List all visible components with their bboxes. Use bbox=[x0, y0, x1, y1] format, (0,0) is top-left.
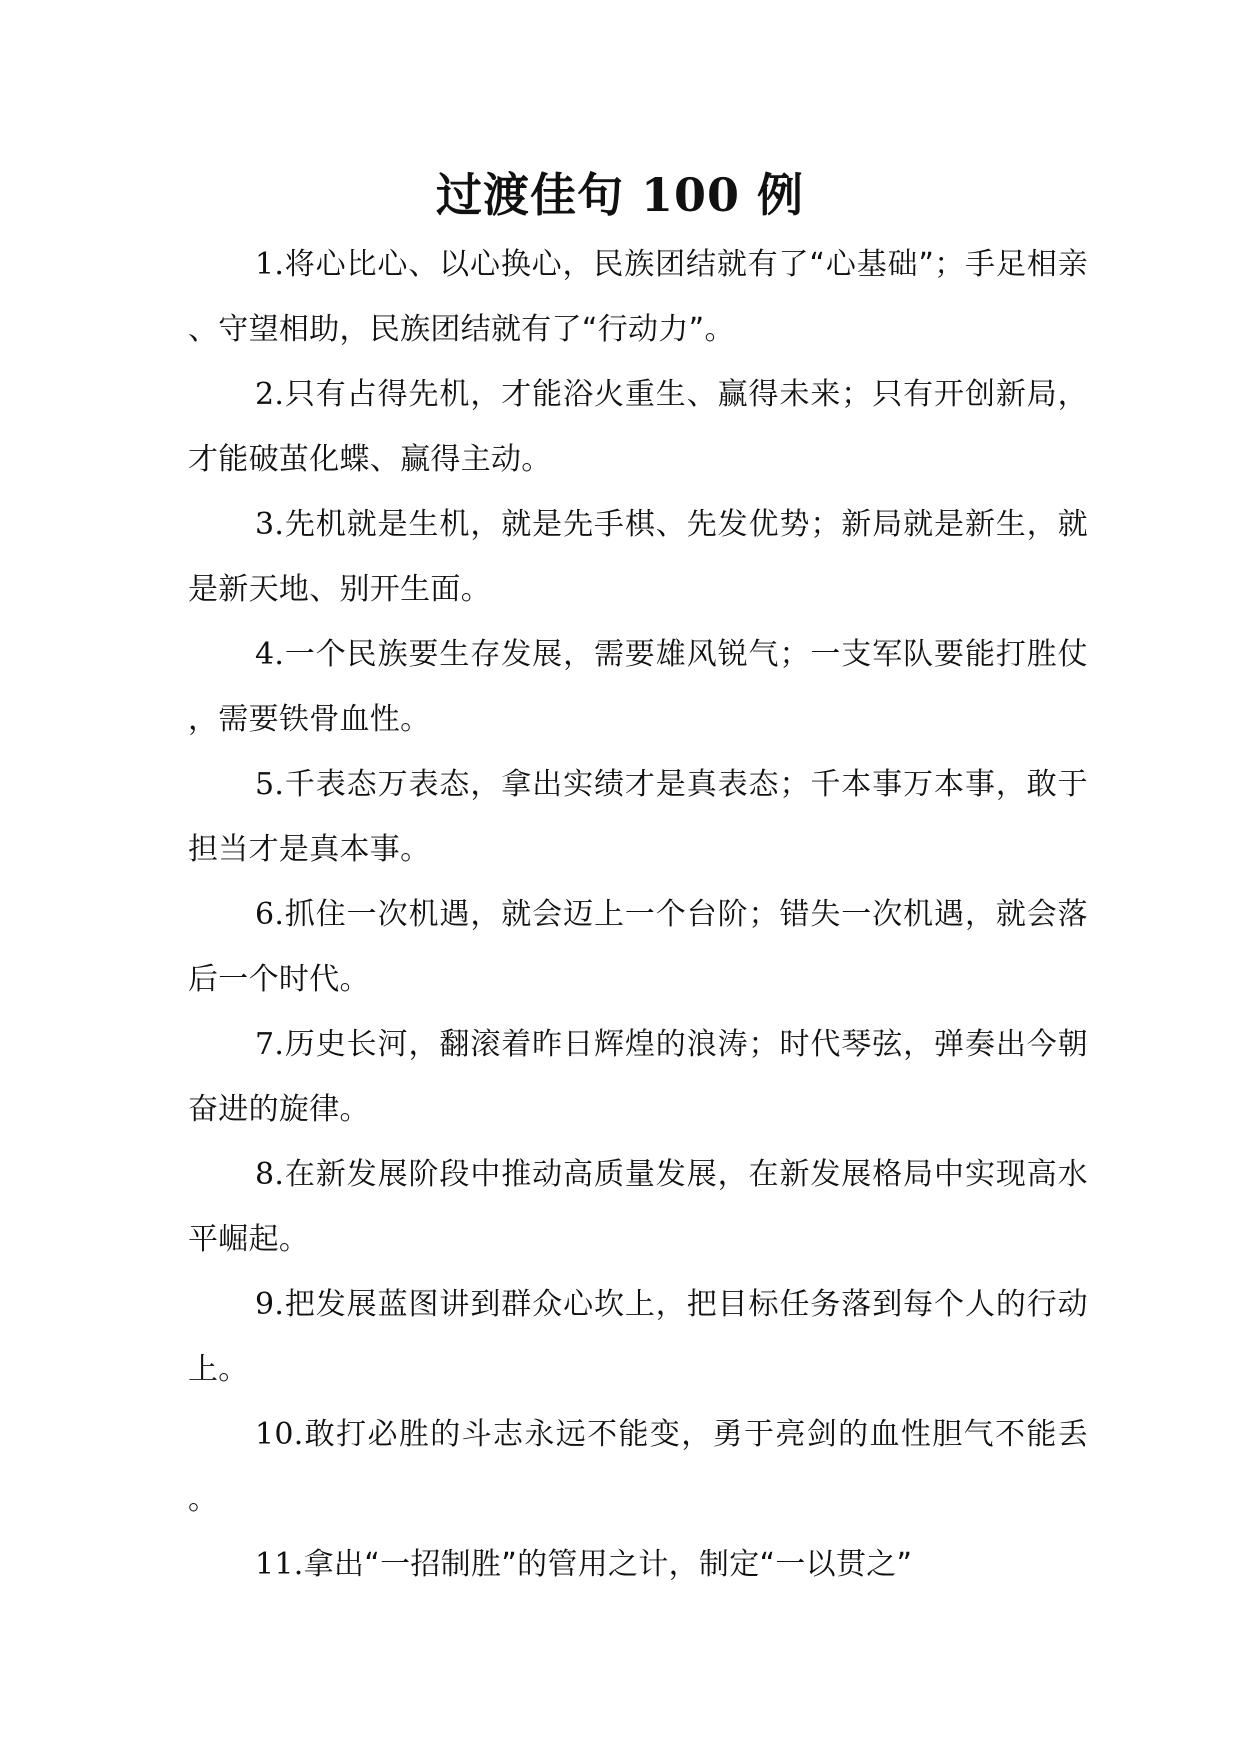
item-number: 5. bbox=[255, 767, 285, 802]
list-item bbox=[188, 1272, 1088, 1402]
item-number: 3. bbox=[255, 507, 285, 542]
document-body bbox=[188, 232, 1088, 1597]
item-number: 1. bbox=[255, 247, 285, 282]
item-number: 10. bbox=[255, 1417, 304, 1452]
list-item bbox=[188, 362, 1088, 492]
item-text: 千表态万表态，拿出实绩才是真表态；千本事万本事，敢于担当才是真本事。 bbox=[188, 767, 1088, 867]
item-number: 11. bbox=[255, 1547, 304, 1582]
list-item bbox=[188, 1532, 1088, 1597]
item-number: 8. bbox=[255, 1157, 285, 1192]
item-text: 一个民族要生存发展，需要雄风锐气；一支军队要能打胜仗，需要铁骨血性。 bbox=[188, 637, 1088, 737]
item-text: 先机就是生机，就是先手棋、先发优势；新局就是新生，就是新天地、别开生面。 bbox=[188, 507, 1088, 607]
list-item bbox=[188, 232, 1088, 362]
item-number: 9. bbox=[255, 1287, 285, 1322]
list-item bbox=[188, 1012, 1088, 1142]
item-number: 2. bbox=[255, 377, 285, 412]
page-title: 过渡佳句 100 例 bbox=[435, 168, 805, 222]
list-item bbox=[188, 492, 1088, 622]
list-item bbox=[188, 752, 1088, 882]
item-text: 拿出“一招制胜”的管用之计，制定“一以贯之” bbox=[303, 1547, 913, 1582]
item-text: 将心比心、以心换心，民族团结就有了“心基础”；手足相亲、守望相助，民族团结就有了“行动力”。 bbox=[188, 247, 1088, 347]
list-item bbox=[188, 882, 1088, 1012]
item-number: 7. bbox=[255, 1027, 285, 1062]
list-item bbox=[188, 622, 1088, 752]
item-text: 历史长河，翻滚着昨日辉煌的浪涛；时代琴弦，弹奏出今朝奋进的旋律。 bbox=[188, 1027, 1088, 1127]
item-text: 在新发展阶段中推动高质量发展，在新发展格局中实现高水平崛起。 bbox=[188, 1157, 1088, 1257]
item-text: 把发展蓝图讲到群众心坎上，把目标任务落到每个人的行动上。 bbox=[188, 1287, 1088, 1387]
item-text: 只有占得先机，才能浴火重生、赢得未来；只有开创新局，才能破茧化蝶、赢得主动。 bbox=[188, 377, 1088, 477]
list-item bbox=[188, 1402, 1088, 1532]
item-number: 6. bbox=[255, 897, 285, 932]
item-text: 敢打必胜的斗志永远不能变，勇于亮剑的血性胆气不能丢。 bbox=[188, 1417, 1088, 1517]
item-text: 抓住一次机遇，就会迈上一个台阶；错失一次机遇，就会落后一个时代。 bbox=[188, 897, 1088, 997]
list-item bbox=[188, 1142, 1088, 1272]
item-number: 4. bbox=[255, 637, 285, 672]
